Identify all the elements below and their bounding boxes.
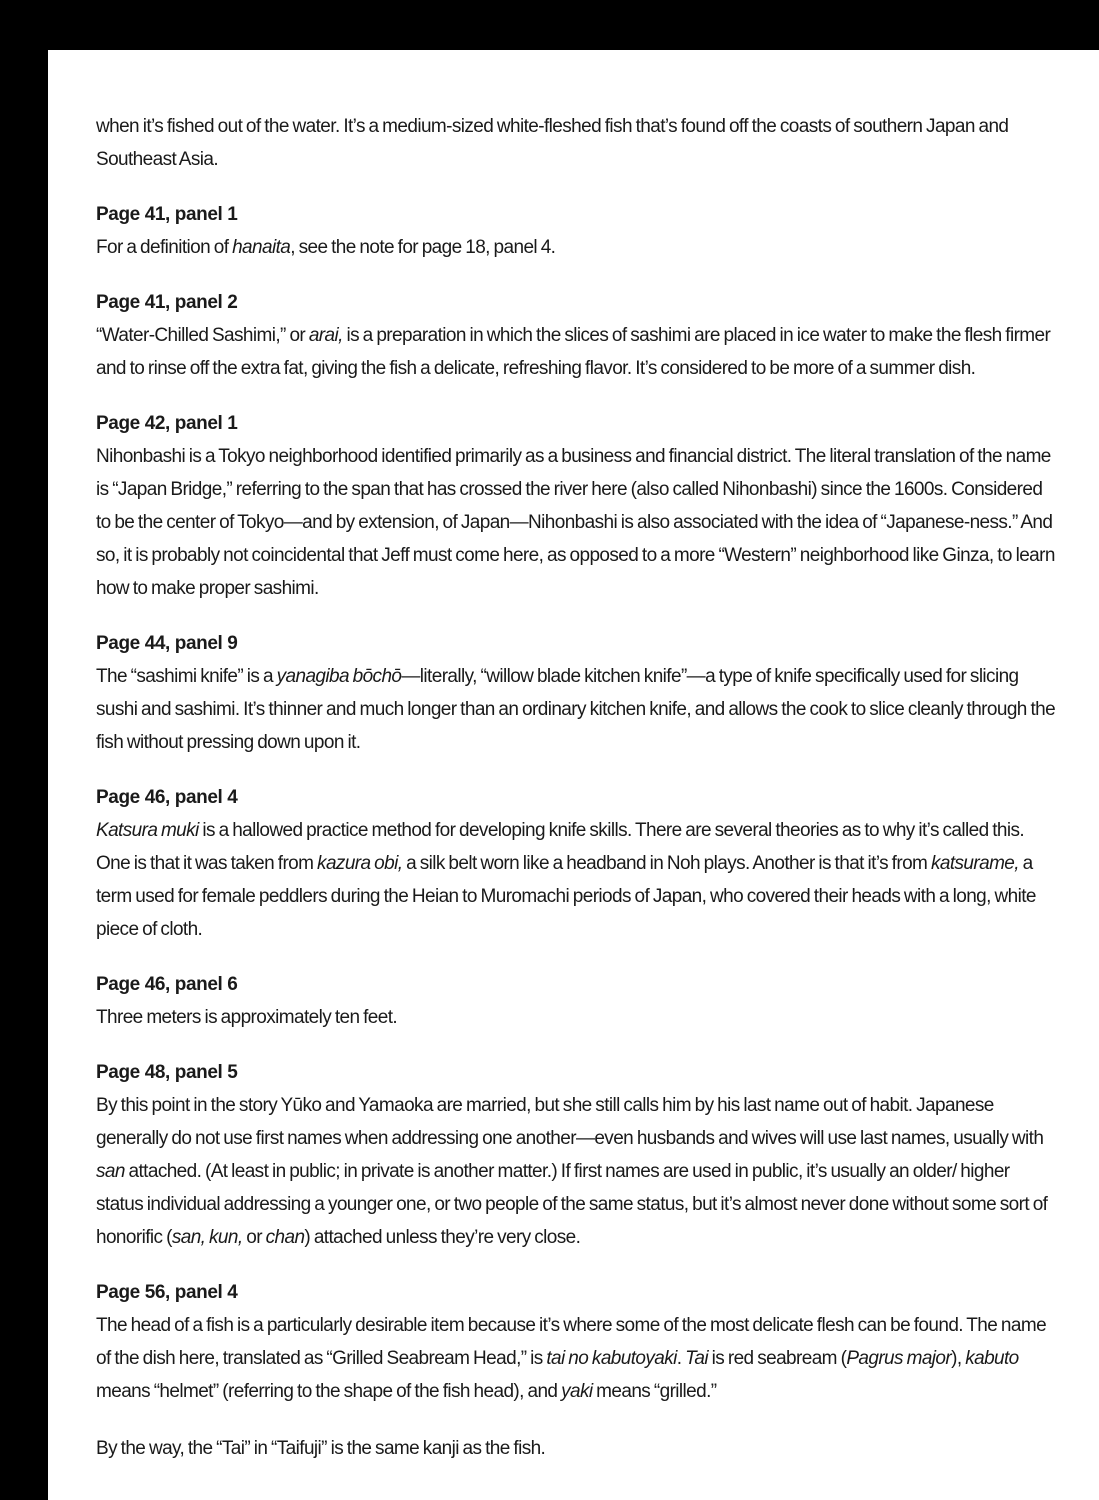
note-p48-5 (96, 1056, 1056, 1254)
note-body: By this point in the story Yūko and Yamaoka are married, but she still calls him by his last name out of habit. Japanese generally do not use first names when addressing one another—even husbands and wives will use last names, usually with san attached. (At least in public; in private is another matter.) If first names are used in public, it’s usually an older/ higher status individual addressing a younger one, or two people of the same status, but it’s almost never done without some sort of honorific (san, kun, or chan) attached unless they’re very close. (96, 1095, 1048, 1248)
closing-paragraph: By the way, the “Tai” in “Taifuji” is the same kanji as the fish. (96, 1438, 546, 1459)
document-body (96, 110, 1056, 1465)
note-heading: Page 44, panel 9 (96, 633, 238, 654)
note-body: Katsura muki is a hallowed practice method for developing knife skills. There are several theories as to why it’s called this. One is that it was taken from kazura obi, a silk belt worn like a headband in Noh plays. Another is that it’s from katsurame, a term used for female peddlers during the Heian to Muromachi periods of Japan, who covered their heads with a long, white piece of cloth. (96, 820, 1036, 940)
note-p42-1 (96, 407, 1056, 605)
note-p46-6 (96, 968, 1056, 1034)
note-p46-4 (96, 781, 1056, 946)
note-p56-4 (96, 1276, 1056, 1408)
note-heading: Page 41, panel 2 (96, 292, 238, 313)
note-p41-2 (96, 286, 1056, 385)
note-body: For a definition of hanaita, see the note for page 18, panel 4. (96, 237, 556, 258)
note-body: Nihonbashi is a Tokyo neighborhood identified primarily as a business and financial district. The literal translation of the name is “Japan Bridge,” referring to the span that has crossed the river here (also called Nihonbashi) since the 1600s. Considered to be the center of Tokyo—and by extension, of Japan—Nihonbashi is also associated with the idea of “Japanese-ness.” And so, it is probably not coincidental that Jeff must come here, as opposed to a more “Western” neighborhood like Ginza, to learn how to make proper sashimi. (96, 446, 1055, 599)
note-p41-1 (96, 198, 1056, 264)
note-p44-9 (96, 627, 1056, 759)
note-body: The “sashimi knife” is a yanagiba bōchō—literally, “willow blade kitchen knife”—a type of knife specifically used for slicing sushi and sashimi. It’s thinner and much longer than an ordinary kitchen knife, and allows the cook to slice cleanly through the fish without pressing down upon it. (96, 666, 1056, 753)
note-heading: Page 56, panel 4 (96, 1282, 238, 1303)
note-heading: Page 46, panel 4 (96, 787, 238, 808)
note-heading: Page 41, panel 1 (96, 204, 238, 225)
note-heading: Page 48, panel 5 (96, 1062, 238, 1083)
note-body: Three meters is approximately ten feet. (96, 1007, 398, 1028)
page (48, 50, 1099, 1500)
note-heading: Page 46, panel 6 (96, 974, 238, 995)
note-body: “Water-Chilled Sashimi,” or arai, is a preparation in which the slices of sashimi are placed in ice water to make the flesh firmer and to rinse off the extra fat, giving the fish a delicate, refreshing flavor. It’s considered to be more of a summer dish. (96, 325, 1051, 379)
note-body: The head of a fish is a particularly desirable item because it’s where some of the most delicate flesh can be found. The name of the dish here, translated as “Grilled Seabream Head,” is tai no kabutoyaki. Tai is red seabream (Pagrus major), kabuto means “helmet” (referring to the shape of the fish head), and yaki means “grilled.” (96, 1315, 1047, 1402)
note-heading: Page 42, panel 1 (96, 413, 238, 434)
intro-paragraph: when it’s fished out of the water. It’s a medium-sized white-fleshed fish that’s found off the coasts of southern Japan and Southeast Asia. (96, 116, 1009, 170)
